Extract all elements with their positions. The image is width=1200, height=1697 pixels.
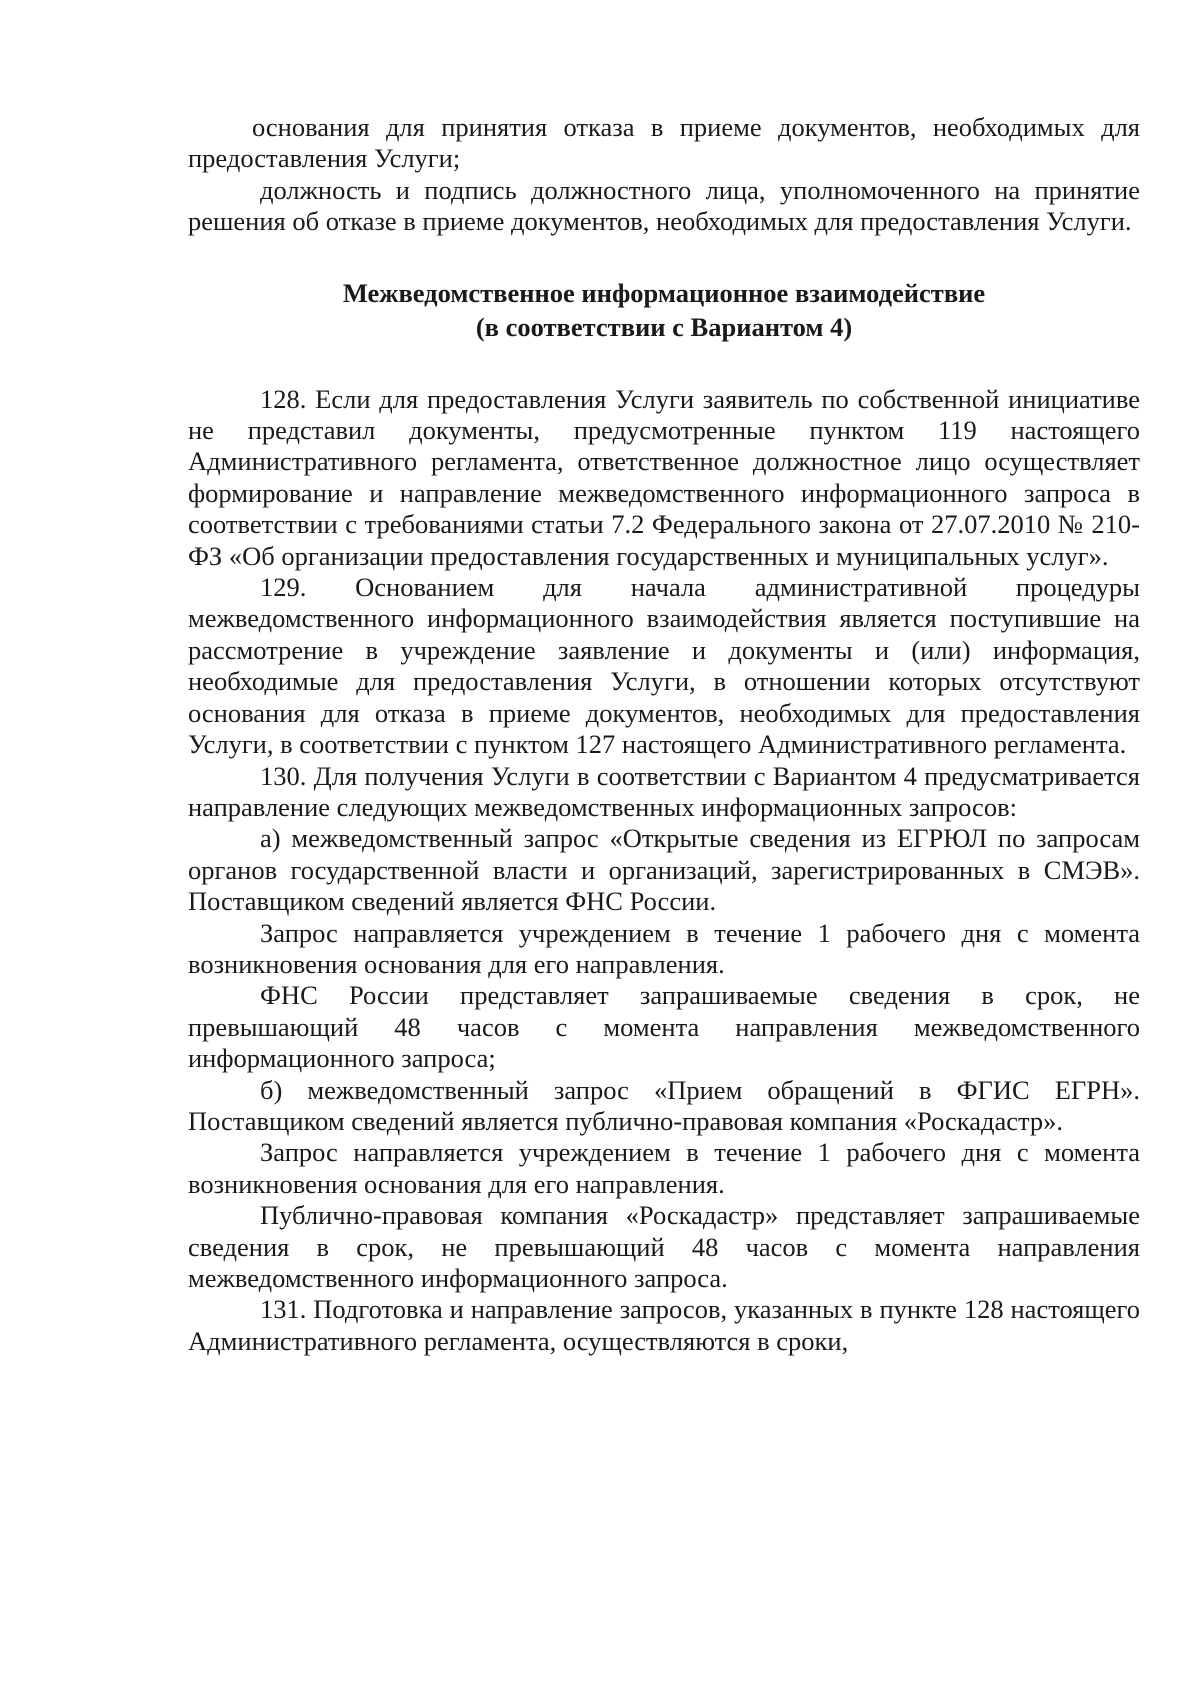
section-heading (188, 276, 1140, 344)
paragraph-130-a: а) межведомственный запрос «Открытые сведения из ЕГРЮЛ по запросам органов государственной власти и организаций, зарегистрированных в СМЭВ». Поставщиком сведений является ФНС России. (188, 823, 1140, 917)
section-heading-line-2: (в соответствии с Вариантом 4) (475, 311, 853, 342)
paragraph-request-term-fns: Запрос направляется учреждением в течение 1 рабочего дня с момента возникновения основания для его направления. (188, 917, 1140, 979)
document-page (188, 112, 1140, 1652)
paragraph-request-term-roskadastr: Запрос направляется учреждением в течение 1 рабочего дня с момента возникновения основания для его направления. (188, 1137, 1140, 1199)
paragraph-roskadastr-response: Публично-правовая компания «Роскадастр» представляет запрашиваемые сведения в срок, не превышающий 48 часов с момента направления межведомственного информационного запроса. (188, 1200, 1140, 1293)
paragraph-130-b: б) межведомственный запрос «Прием обращений в ФГИС ЕГРН». Поставщиком сведений является публично-правовая компания «Роскадастр». (188, 1074, 1140, 1136)
paragraph-128: 128. Если для предоставления Услуги заявитель по собственной инициативе не представил документы, предусмотренные пунктом 119 настоящего Административного регламента, ответственное должностное лицо осуществляет формирование и направление межведомственного информационного запроса в соответствии с требованиями статьи 7.2 Федерального закона от 27.07.2010 № 210-ФЗ «Об организации предоставления государственных и муниципальных услуг». (188, 383, 1140, 571)
paragraph-official-signature: должность и подпись должностного лица, уполномоченного на принятие решения об отказе в приеме документов, необходимых для предоставления Услуги. (188, 174, 1140, 237)
section-heading-line-1: Межведомственное информационное взаимодействие (342, 277, 986, 308)
paragraph-131: 131. Подготовка и направление запросов, указанных в пункте 128 настоящего Административного регламента, осуществляются в сроки, (188, 1294, 1140, 1356)
paragraph-fns-response: ФНС России представляет запрашиваемые сведения в срок, не превышающий 48 часов с момента направления межведомственного информационного запроса; (188, 980, 1140, 1074)
paragraph-130: 130. Для получения Услуги в соответствии с Вариантом 4 предусматривается направление следующих межведомственных информационных запросов: (188, 760, 1140, 822)
paragraph-129: 129. Основанием для начала административной процедуры межведомственного информационного взаимодействия является поступившие на рассмотрение в учреждение заявление и документы и (или) информация, необходимые для предоставления Услуги, в отношении которых отсутствуют основания для отказа в приеме документов, необходимых для предоставления Услуги, в соответствии с пунктом 127 настоящего Административного регламента. (188, 572, 1140, 760)
paragraph-refusal-grounds: основания для принятия отказа в приеме документов, необходимых для предоставления Услуги; (188, 112, 1140, 174)
